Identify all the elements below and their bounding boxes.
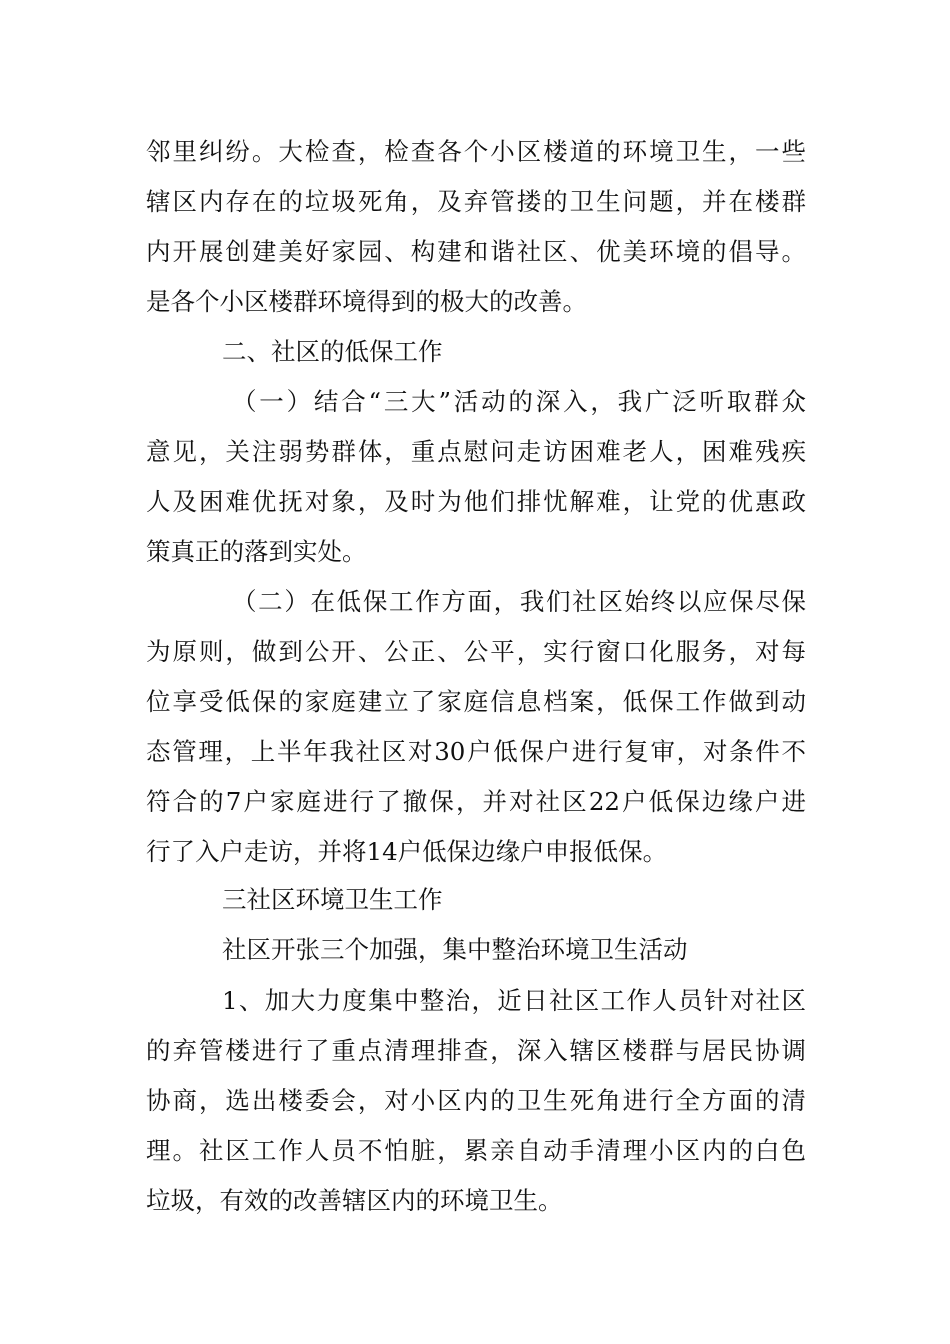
- text-line: 意见，关注弱势群体，重点慰问走访困难老人，困难残疾: [146, 437, 806, 466]
- section-heading: 三社区环境卫生工作: [222, 885, 443, 914]
- text-line: 的弃管楼进行了重点清理排查，深入辖区楼群与居民协调: [146, 1036, 806, 1065]
- subheading: 社区开张三个加强，集中整治环境卫生活动: [222, 935, 688, 964]
- text-line: （二）在低保工作方面，我们社区始终以应保尽保: [232, 587, 806, 616]
- text-line: 符合的7户家庭进行了撤保，并对社区22户低保边缘户进: [146, 787, 806, 816]
- text-line: 策真正的落到实处。: [146, 537, 367, 566]
- text-line: 理。社区工作人员不怕脏，累亲自动手清理小区内的白色: [146, 1136, 806, 1165]
- text-line: 为原则，做到公开、公正、公平，实行窗口化服务，对每: [146, 637, 806, 666]
- text-line: 是各个小区楼群环境得到的极大的改善。: [146, 287, 587, 316]
- text-line: 1、加大力度集中整治，近日社区工作人员针对社区: [222, 986, 806, 1015]
- text-line: 行了入户走访，并将14户低保边缘户申报低保。: [146, 837, 668, 866]
- text-line: （一）结合“三大”活动的深入，我广泛听取群众: [232, 387, 806, 416]
- text-line: 辖区内存在的垃圾死角，及弃管搂的卫生问题，并在楼群: [146, 187, 806, 216]
- text-line: 垃圾，有效的改善辖区内的环境卫生。: [146, 1186, 563, 1215]
- text-line: 位享受低保的家庭建立了家庭信息档案，低保工作做到动: [146, 687, 806, 716]
- section-heading: 二、社区的低保工作: [222, 337, 443, 366]
- text-line: 人及困难优抚对象，及时为他们排忧解难，让党的优惠政: [146, 487, 806, 516]
- text-line: 协商，选出楼委会，对小区内的卫生死角进行全方面的清: [146, 1086, 806, 1115]
- text-line: 态管理，上半年我社区对30户低保户进行复审，对条件不: [146, 737, 806, 766]
- text-line: 邻里纠纷。大检查，检查各个小区楼道的环境卫生，一些: [146, 137, 806, 166]
- text-line: 内开展创建美好家园、构建和谐社区、优美环境的倡导。: [146, 237, 806, 266]
